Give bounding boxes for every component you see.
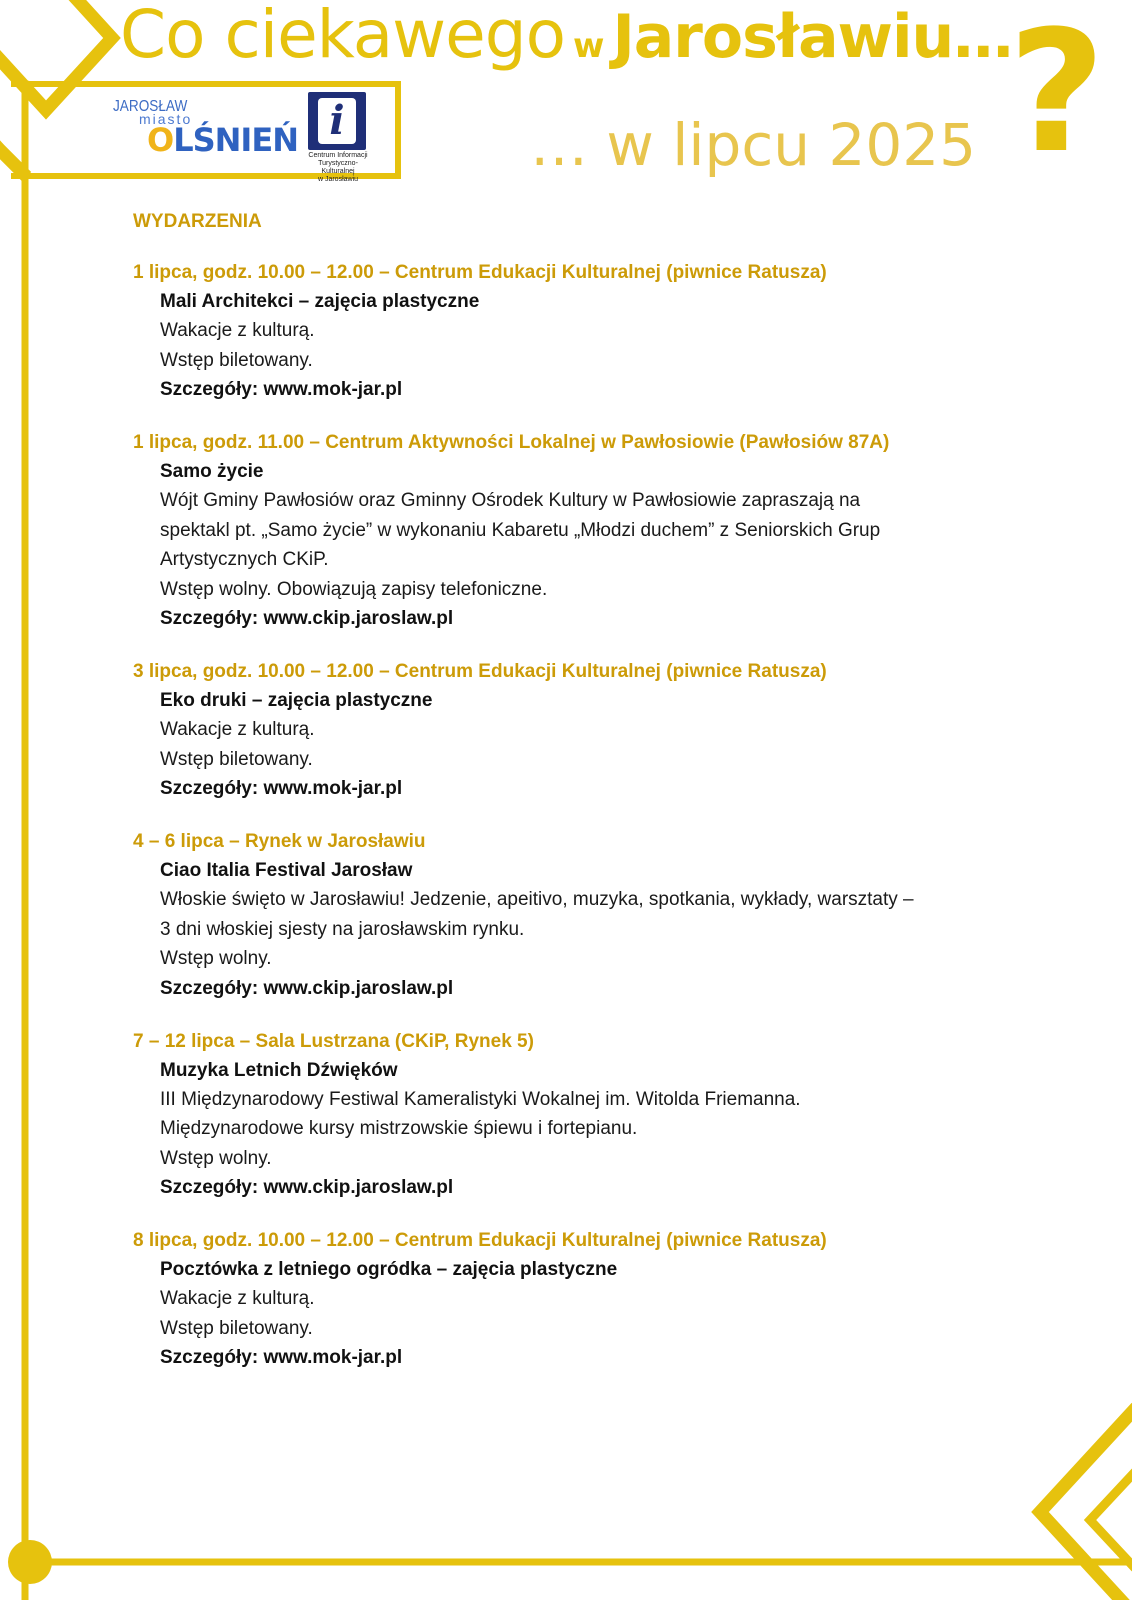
event-body — [133, 287, 1013, 404]
logo-jar-middle-text: miasto — [139, 111, 193, 127]
page-subtitle: … w lipcu 2025 — [530, 111, 977, 179]
info-icon: i — [308, 92, 366, 150]
event-body — [133, 457, 1013, 633]
event-item — [133, 1226, 1013, 1372]
event-description-line: Wakacje z kulturą. — [160, 1288, 315, 1309]
event-item — [133, 657, 1013, 803]
event-title: Muzyka Letnich Dźwięków — [160, 1059, 398, 1081]
event-description-line: spektakl pt. „Samo życie” w wykonaniu Kabaretu „Młodzi duchem” z Seniorskich Grup — [160, 519, 881, 541]
events-content — [133, 210, 1013, 1372]
event-description-line: Wójt Gminy Pawłosiów oraz Gminny Ośrodek Kultury w Pawłosiowie zapraszają na — [160, 490, 861, 511]
event-details-link[interactable]: Szczegóły: www.ckip.jaroslaw.pl — [160, 1177, 454, 1198]
event-description-line: Wakacje z kulturą. — [160, 719, 315, 740]
event-date-location: 4 – 6 lipca – Rynek w Jarosławiu — [133, 831, 426, 852]
event-description-line: 3 dni włoskiej sjesty na jarosławskim rynku. — [160, 918, 525, 940]
info-logo-caption: Centrum Informacji Turystyczno-Kulturalnej w Jarosławiu — [308, 152, 368, 183]
title-city-text: Jarosławiu… — [612, 2, 1013, 72]
event-item — [133, 428, 1013, 633]
event-details-link[interactable]: Szczegóły: www.mok-jar.pl — [160, 778, 403, 799]
event-description-line: Wstęp biletowany. — [160, 1317, 313, 1339]
event-description-line: Wstęp biletowany. — [160, 748, 313, 770]
event-description-line: Wakacje z kulturą. — [160, 320, 315, 341]
jaroslaw-city-logo — [113, 98, 298, 164]
event-date-location: 3 lipca, godz. 10.00 – 12.00 – Centrum Edukacji Kulturalnej (piwnice Ratusza) — [133, 661, 827, 682]
tourist-info-logo — [306, 92, 370, 183]
event-description-line: Międzynarodowe kursy mistrzowskie śpiewu i fortepianu. — [160, 1118, 638, 1139]
event-body — [133, 1255, 1013, 1372]
event-title: Samo życie — [160, 461, 264, 482]
event-item — [133, 827, 1013, 1003]
events-list — [133, 258, 1013, 1372]
event-date-location: 8 lipca, godz. 10.00 – 12.00 – Centrum Edukacji Kulturalnej (piwnice Ratusza) — [133, 1230, 827, 1251]
event-description-line: Wstęp wolny. — [160, 1147, 272, 1169]
event-details-link[interactable]: Szczegóły: www.ckip.jaroslaw.pl — [160, 608, 454, 629]
event-details-link[interactable]: Szczegóły: www.ckip.jaroslaw.pl — [160, 977, 454, 999]
event-description-line: Wstęp wolny. Obowiązują zapisy telefoniczne. — [160, 578, 548, 600]
event-details-link[interactable]: Szczegóły: www.mok-jar.pl — [160, 1347, 403, 1368]
svg-text:?: ? — [1008, 0, 1106, 190]
event-date-location: 1 lipca, godz. 10.00 – 12.00 – Centrum Edukacji Kulturalnej (piwnice Ratusza) — [133, 262, 827, 283]
event-body — [133, 1056, 1013, 1203]
event-item — [133, 258, 1013, 404]
event-description-line: Wstęp biletowany. — [160, 349, 313, 371]
title-main-text: Co ciekawego — [120, 0, 566, 73]
event-body — [133, 686, 1013, 803]
event-item — [133, 1027, 1013, 1203]
event-title: Eko druki – zajęcia plastyczne — [160, 690, 433, 711]
event-title: Pocztówka z letniego ogródka – zajęcia plastyczne — [160, 1259, 618, 1280]
logo-jar-bottom-text: OLŚNIEŃ — [147, 121, 298, 159]
event-body — [133, 856, 1013, 1003]
section-heading: WYDARZENIA — [133, 211, 262, 232]
page-title — [120, 0, 1013, 73]
event-title: Mali Architekci – zajęcia plastyczne — [160, 291, 480, 312]
event-date-location: 7 – 12 lipca – Sala Lustrzana (CKiP, Rynek 5) — [133, 1030, 534, 1052]
event-description-line: Wstęp wolny. — [160, 948, 272, 969]
event-description-line: Włoskie święto w Jarosławiu! Jedzenie, apeitivo, muzyka, spotkania, wykłady, warsztaty – — [160, 889, 914, 910]
event-description-line: III Międzynarodowy Festiwal Kameralistyki Wokalnej im. Witolda Friemanna. — [160, 1088, 801, 1110]
event-date-location: 1 lipca, godz. 11.00 – Centrum Aktywności Lokalnej w Pawłosiowie (Pawłosiów 87A) — [133, 432, 890, 453]
event-description-line: Artystycznych CKiP. — [160, 549, 329, 570]
logo-jar-top-text: JAROSŁAW — [113, 98, 188, 115]
event-title: Ciao Italia Festival Jarosław — [160, 860, 413, 881]
event-details-link[interactable]: Szczegóły: www.mok-jar.pl — [160, 379, 403, 400]
title-w-text: w — [573, 26, 605, 66]
